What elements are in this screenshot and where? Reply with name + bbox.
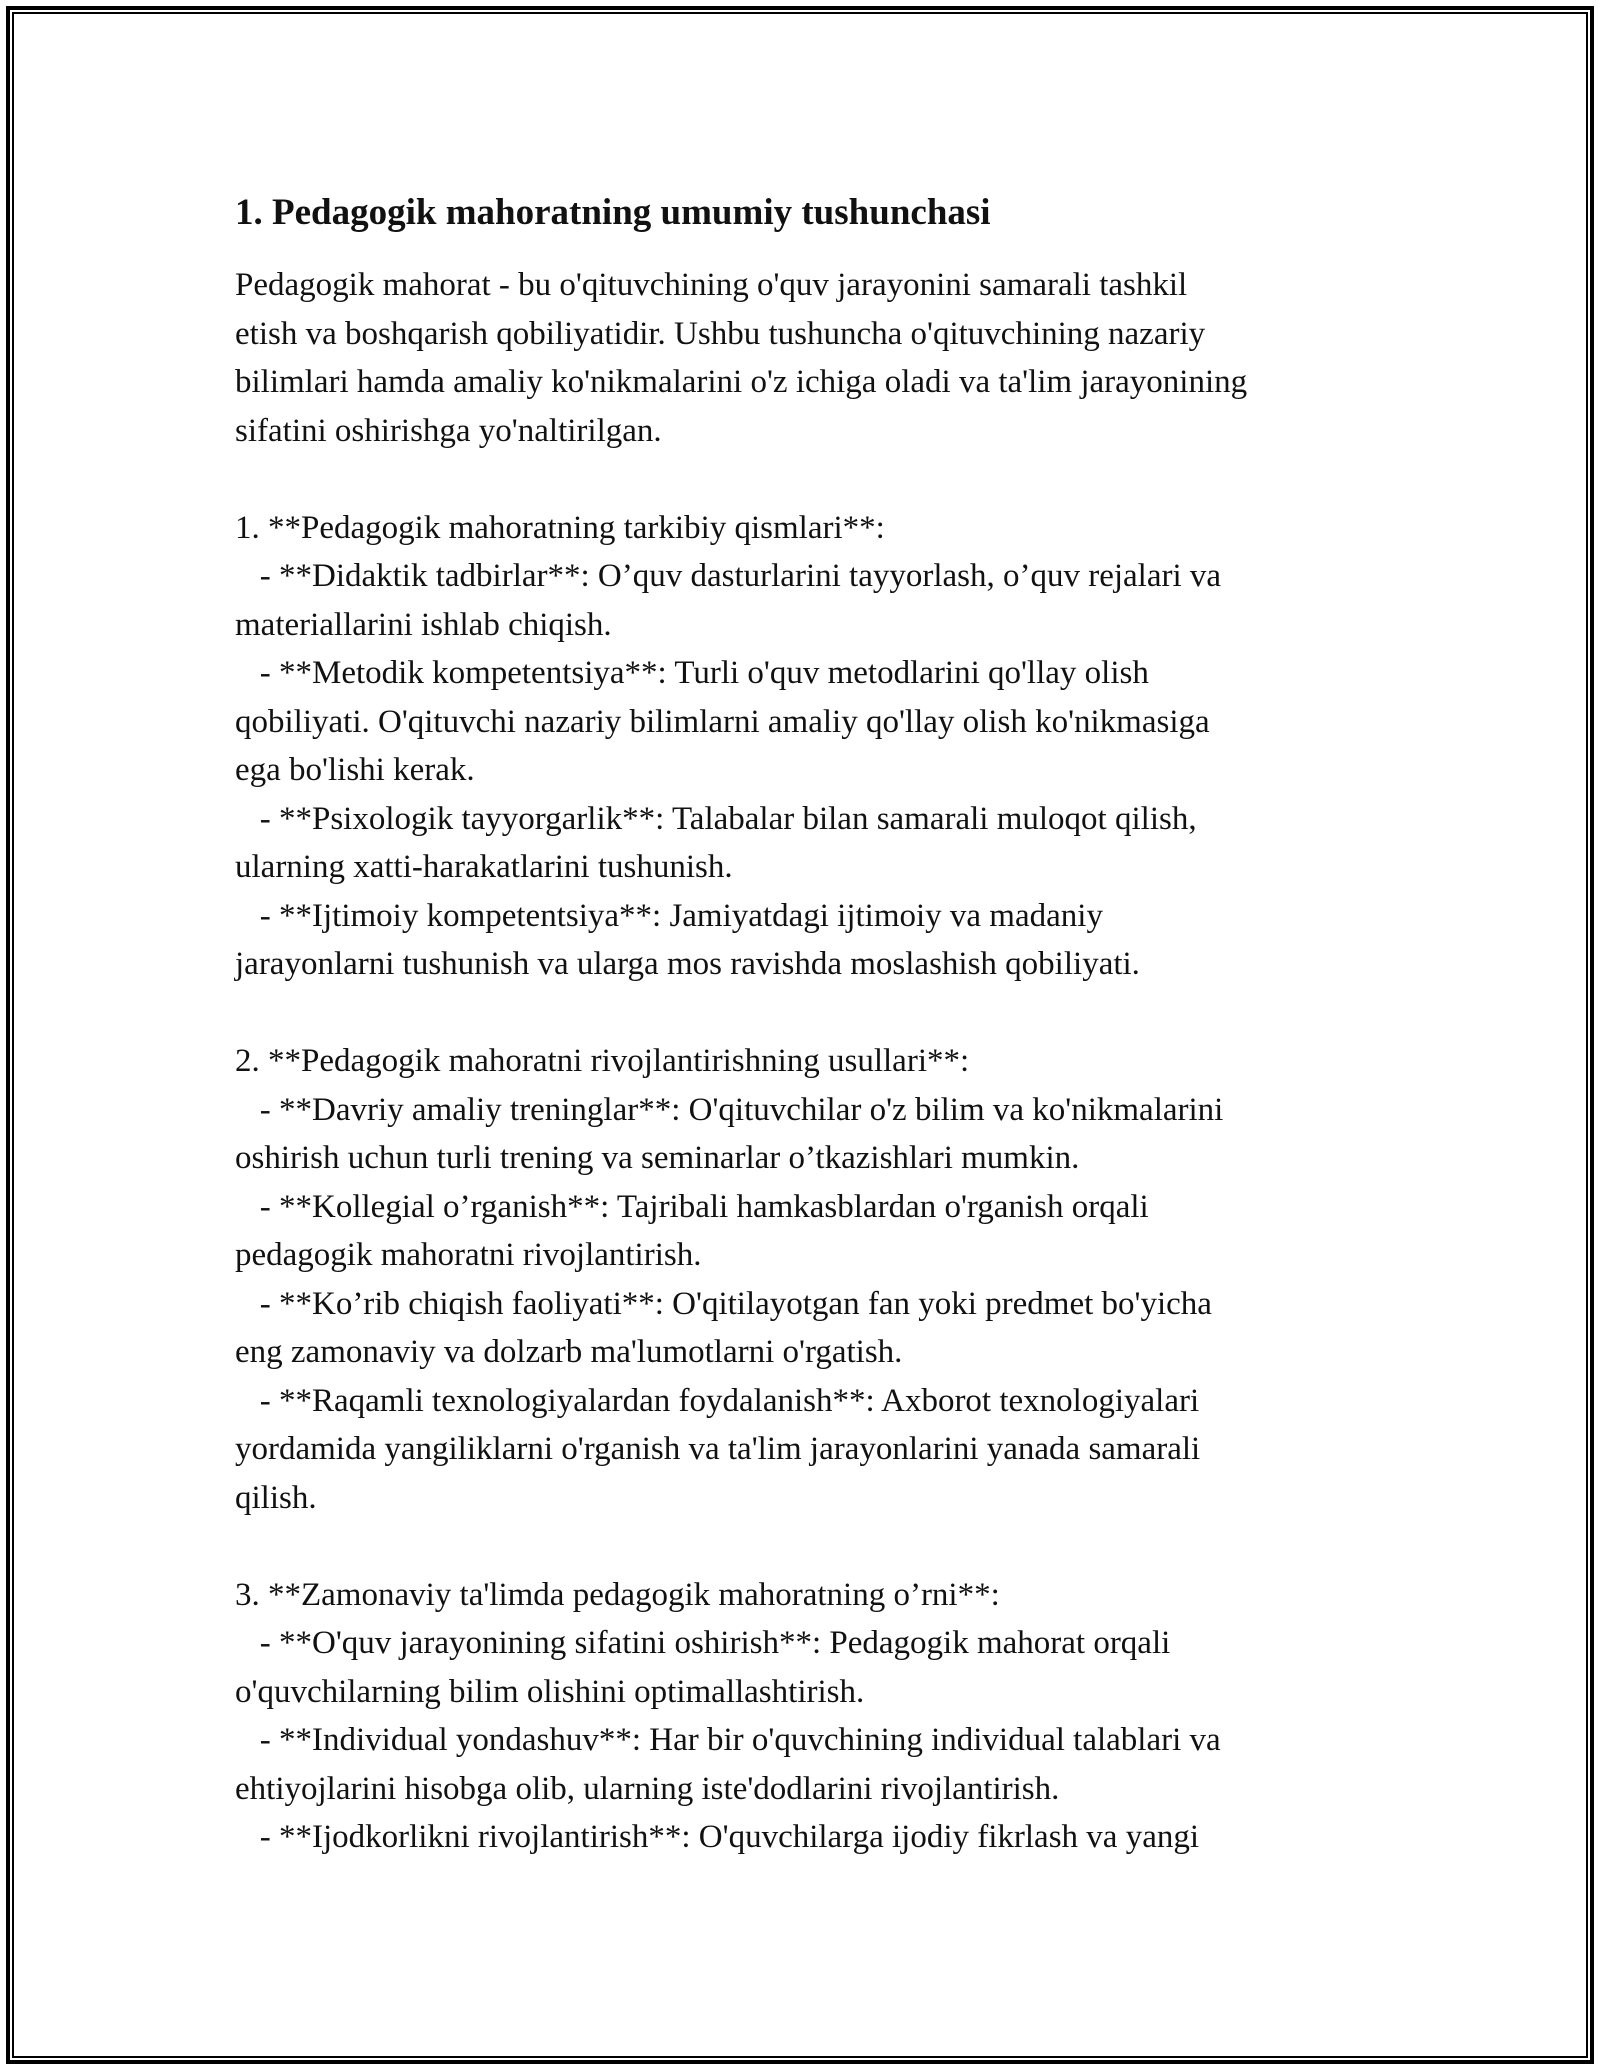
text-line: - **Psixologik tayyorgarlik**: Talabalar bilan samarali muloqot qilish,: [235, 800, 1197, 837]
text-line: ehtiyojlarini hisobga olib, ularning iste'dodlarini rivojlantirish.: [235, 1770, 1060, 1807]
text-line: 3. **Zamonaviy ta'limda pedagogik mahoratning o’rni**:: [235, 1576, 1000, 1613]
text-line: - **Metodik kompetentsiya**: Turli o'quv metodlarini qo'llay olish: [235, 655, 1149, 691]
text-line: qobiliyati. O'qituvchi nazariy bilimlarni amaliy qo'llay olish ko'nikmasiga: [235, 703, 1210, 740]
text-line: pedagogik mahoratni rivojlantirish.: [235, 1237, 702, 1273]
document-content: [235, 185, 1395, 1862]
text-line: - **Ijtimoiy kompetentsiya**: Jamiyatdagi ijtimoiy va madaniy: [235, 897, 1103, 934]
section-heading: 1. Pedagogik mahoratning umumiy tushunchasi: [235, 192, 991, 233]
text-line: qilish.: [235, 1479, 317, 1516]
text-line: - **Didaktik tadbirlar**: O’quv dasturlarini tayyorlash, o’quv rejalari va: [235, 558, 1222, 594]
document-body: [235, 261, 1395, 1862]
text-line: eng zamonaviy va dolzarb ma'lumotlarni o'rgatish.: [235, 1334, 903, 1370]
text-line: o'quvchilarning bilim olishini optimallashtirish.: [235, 1673, 865, 1710]
text-line: - **Individual yondashuv**: Har bir o'quvchining individual talablari va: [235, 1722, 1221, 1758]
text-line: materiallarini ishlab chiqish.: [235, 606, 612, 643]
text-line: - **Kollegial o’rganish**: Tajribali hamkasblardan o'rganish orqali: [235, 1188, 1149, 1225]
text-line: 1. **Pedagogik mahoratning tarkibiy qismlari**:: [235, 509, 885, 546]
text-line: - **Ko’rib chiqish faoliyati**: O'qitilayotgan fan yoki predmet bo'yicha: [235, 1285, 1212, 1322]
text-line: oshirish uchun turli trening va seminarlar o’tkazishlari mumkin.: [235, 1140, 1080, 1176]
blank-line: [235, 455, 1395, 504]
text-line: jarayonlarni tushunish va ularga mos ravishda moslashish qobiliyati.: [235, 946, 1140, 982]
text-line: - **O'quv jarayonining sifatini oshirish**: Pedagogik mahorat orqali: [235, 1625, 1171, 1661]
text-line: ega bo'lishi kerak.: [235, 752, 475, 788]
text-line: sifatini oshirishga yo'naltirilgan.: [235, 412, 662, 449]
text-line: etish va boshqarish qobiliyatidir. Ushbu tushuncha o'qituvchining nazariy: [235, 315, 1206, 352]
text-line: bilimlari hamda amaliy ko'nikmalarini o'z ichiga oladi va ta'lim jarayonining: [235, 364, 1248, 400]
text-line: - **Raqamli texnologiyalardan foydalanish**: Axborot texnologiyalari: [235, 1382, 1200, 1419]
text-line: - **Davriy amaliy treninglar**: O'qituvchilar o'z bilim va ko'nikmalarini: [235, 1091, 1224, 1128]
text-line: - **Ijodkorlikni rivojlantirish**: O'quvchilarga ijodiy fikrlash va yangi: [235, 1819, 1200, 1855]
text-line: yordamida yangiliklarni o'rganish va ta'lim jarayonlarini yanada samarali: [235, 1431, 1201, 1467]
text-line: 2. **Pedagogik mahoratni rivojlantirishning usullari**:: [235, 1043, 970, 1079]
text-line: ularning xatti-harakatlarini tushunish.: [235, 849, 733, 885]
text-line: Pedagogik mahorat - bu o'qituvchining o'quv jarayonini samarali tashkil: [235, 267, 1188, 303]
blank-line: [235, 1522, 1395, 1571]
blank-line: [235, 989, 1395, 1038]
